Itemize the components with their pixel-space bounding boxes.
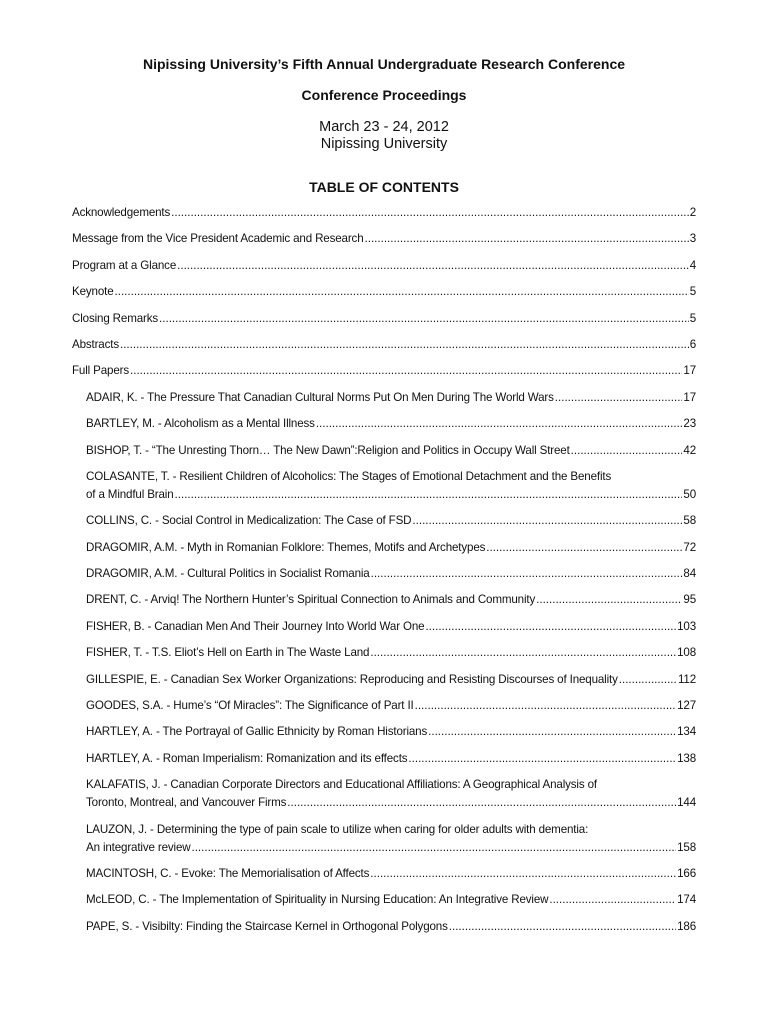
dot-leader [191,839,676,857]
toc-page-number: 50 [683,487,696,501]
toc-page-number: 4 [689,258,696,272]
toc-page-number: 108 [677,646,696,660]
toc-paper-entry[interactable] [72,821,696,857]
toc-page-number: 158 [677,840,696,854]
dot-leader [428,723,676,741]
toc-entry-title: GILLESPIE, E. - Canadian Sex Worker Organizations: Reproducing and Resisting Discourses of Inequality [86,672,618,686]
table-of-contents [72,204,696,944]
dot-leader [175,486,683,504]
dot-leader [370,865,676,883]
conference-dates: March 23 - 24, 2012 [319,119,449,135]
toc-page-number: 6 [689,337,696,351]
toc-entry[interactable] [72,257,696,283]
dot-leader [571,442,683,460]
dot-leader [171,204,689,222]
toc-entry-title: BARTLEY, M. - Alcoholism as a Mental Illness [86,417,315,431]
toc-entry-title: Full Papers [72,364,129,378]
toc-entry[interactable] [72,283,696,309]
dot-leader [371,565,683,583]
toc-entry[interactable] [72,204,696,230]
toc-entry[interactable] [72,310,696,336]
proceedings-subtitle: Conference Proceedings [301,87,467,103]
toc-page-number: 23 [683,417,696,431]
toc-entry-title: Acknowledgements [72,206,171,219]
toc-entry-title: of a Mindful Brain [86,487,174,501]
dot-leader [412,512,682,530]
toc-paper-entry[interactable] [72,891,696,917]
dot-leader [115,283,689,301]
toc-entry-title: Keynote [72,285,114,299]
toc-page-number: 103 [677,619,696,633]
toc-paper-entry[interactable] [72,618,696,644]
toc-entry-title: HARTLEY, A. - The Portrayal of Gallic Ethnicity by Roman Historians [86,725,428,739]
dot-leader [159,310,689,328]
toc-page-number: 42 [683,443,696,457]
toc-page-number: 138 [677,751,696,765]
toc-entry-title: HARTLEY, A. - Roman Imperialism: Romanization and its effects [86,751,408,765]
toc-paper-entry[interactable] [72,565,696,591]
toc-entry-title-line1: KALAFATIS, J. - Canadian Corporate Directors and Educational Affiliations: A Geographical Analysis of [86,778,597,792]
toc-paper-entry[interactable] [72,512,696,538]
toc-entry-title-line1: LAUZON, J. - Determining the type of pain scale to utilize when caring for older adults with dementia: [86,822,589,836]
toc-page-number: 186 [677,919,696,933]
toc-page-number: 127 [677,699,696,713]
toc-page-number: 174 [677,893,696,907]
toc-page-number: 112 [677,672,696,686]
dot-leader [415,697,677,715]
toc-heading: TABLE OF CONTENTS [309,179,459,195]
toc-entry-title: MACINTOSH, C. - Evoke: The Memorialisation of Affects [86,866,370,880]
toc-paper-entry[interactable] [72,389,696,415]
toc-entry-title: DRENT, C. - Arviq! The Northern Hunter’s Spiritual Connection to Animals and Community [86,593,536,607]
toc-entry-title: GOODES, S.A. - Hume’s “Of Miracles”: The Significance of Part II [86,699,414,713]
dot-leader [619,671,677,689]
toc-paper-entry[interactable] [72,468,696,504]
dot-leader [177,257,689,275]
toc-page-number: 144 [677,796,696,810]
dot-leader [449,918,676,936]
dot-leader [536,591,682,609]
toc-entry-title: DRAGOMIR, A.M. - Myth in Romanian Folklore: Themes, Motifs and Archetypes [86,540,486,554]
toc-page-number: 58 [683,514,696,528]
dot-leader [555,389,683,407]
toc-page-number: 166 [677,866,696,880]
toc-page-number: 5 [689,311,696,325]
toc-entry-title: PAPE, S. - Visibilty: Finding the Staircase Kernel in Orthogonal Polygons [86,919,448,933]
toc-entry-title: An integrative review [86,840,191,854]
toc-entry-title: ADAIR, K. - The Pressure That Canadian Cultural Norms Put On Men During The World Wars [86,390,554,404]
toc-paper-entry[interactable] [72,671,696,697]
toc-entry-title: COLLINS, C. - Social Control in Medicalization: The Case of FSD [86,514,412,528]
dot-leader [549,891,676,909]
dot-leader [425,618,676,636]
toc-page-number: 3 [689,232,696,246]
toc-page-number: 2 [689,206,696,219]
dot-leader [408,750,676,768]
toc-entry-title-line1: COLASANTE, T. - Resilient Children of Alcoholics: The Stages of Emotional Detachment and the Benefits [86,469,612,483]
toc-paper-entry[interactable] [72,697,696,723]
toc-paper-entry[interactable] [72,539,696,565]
dot-leader [486,539,682,557]
dot-leader [130,362,682,380]
toc-page-number: 17 [683,364,696,378]
dot-leader [370,644,676,662]
toc-entry[interactable] [72,336,696,362]
toc-paper-entry[interactable] [72,723,696,749]
toc-entry[interactable] [72,362,696,388]
toc-paper-entry[interactable] [72,644,696,670]
toc-page-number: 134 [677,725,696,739]
toc-paper-entry[interactable] [72,442,696,468]
toc-paper-entry[interactable] [72,750,696,776]
toc-entry-title: FISHER, B. - Canadian Men And Their Journey Into World War One [86,619,425,633]
toc-page-number: 72 [683,540,696,554]
toc-entry-title: DRAGOMIR, A.M. - Cultural Politics in Socialist Romania [86,567,370,581]
toc-paper-entry[interactable] [72,865,696,891]
conference-venue: Nipissing University [320,136,448,152]
toc-paper-entry[interactable] [72,918,696,944]
toc-paper-entry[interactable] [72,415,696,441]
dot-leader [120,336,689,354]
toc-entry-title: BISHOP, T. - “The Unresting Thorn… The New Dawn”:Religion and Politics in Occupy Wall Street [86,443,570,457]
dot-leader [287,794,676,812]
toc-page-number: 95 [683,593,696,607]
conference-title: Nipissing University’s Fifth Annual Undergraduate Research Conference [142,56,626,72]
toc-page-number: 5 [689,285,696,299]
toc-entry-title: McLEOD, C. - The Implementation of Spirituality in Nursing Education: An Integrative Review [86,893,549,907]
toc-paper-entry[interactable] [72,776,696,812]
toc-entry[interactable] [72,230,696,256]
toc-paper-entry[interactable] [72,591,696,617]
toc-entry-title: Message from the Vice President Academic and Research [72,232,364,246]
toc-entry-title: Abstracts [72,337,119,351]
toc-entry-title: FISHER, T. - T.S. Eliot’s Hell on Earth in The Waste Land [86,646,370,660]
dot-leader [365,230,689,248]
toc-page-number: 17 [683,390,696,404]
toc-entry-title: Toronto, Montreal, and Vancouver Firms [86,796,287,810]
toc-entry-title: Closing Remarks [72,311,159,325]
dot-leader [316,415,683,433]
toc-entry-title: Program at a Glance [72,258,177,272]
toc-page-number: 84 [683,567,696,581]
